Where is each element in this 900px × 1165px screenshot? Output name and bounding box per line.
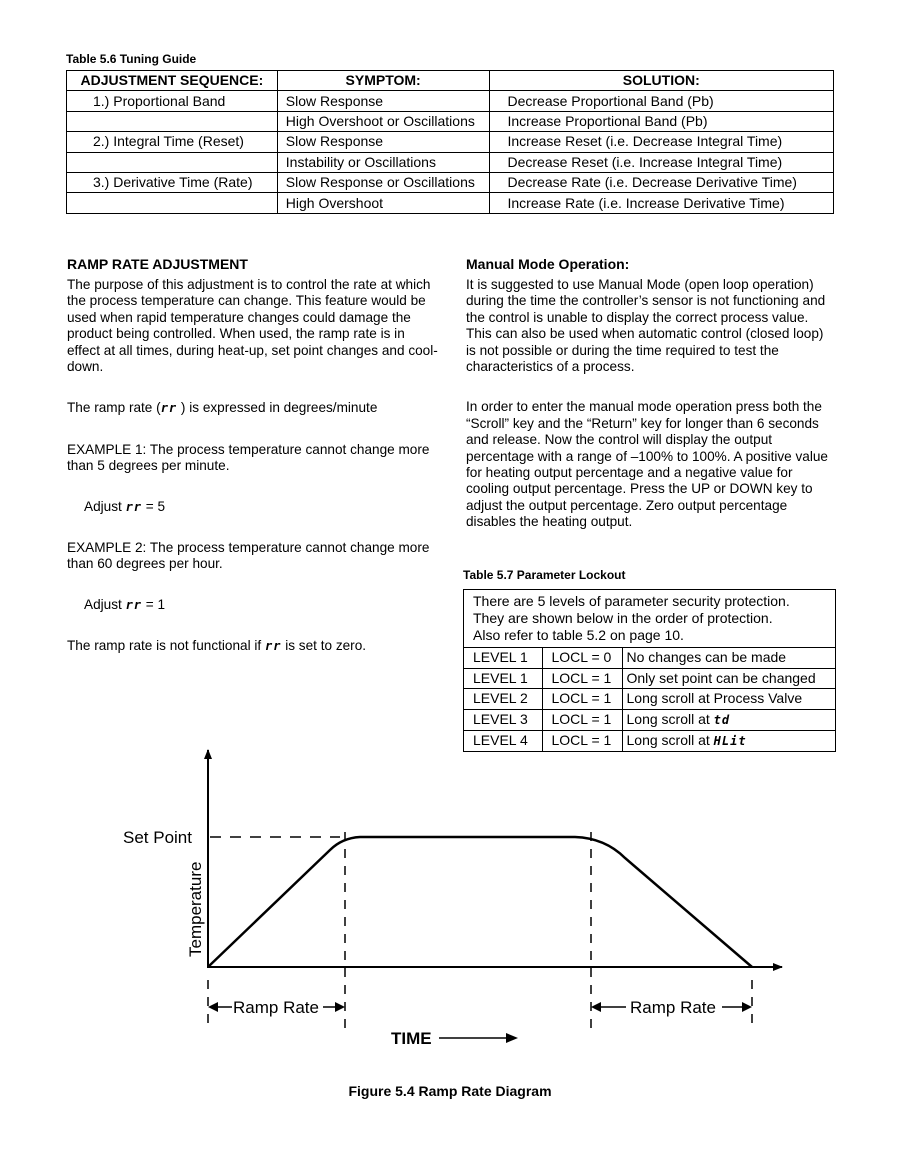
cell-solution: Decrease Proportional Band (Pb): [489, 91, 834, 111]
cell-sequence: 3.) Derivative Time (Rate): [67, 172, 278, 192]
table-row: [464, 709, 835, 730]
cell-locl: LOCL = 1: [542, 689, 622, 710]
cell-symptom: Slow Response or Oscillations: [277, 172, 489, 192]
cell-level: LEVEL 3: [464, 709, 542, 730]
tuning-table-caption: Table 5.6 Tuning Guide: [66, 52, 197, 66]
cell-symptom: High Overshoot: [277, 193, 489, 213]
table-row: [464, 648, 835, 668]
adjust-2: [67, 597, 439, 613]
ramp-rate-units-post: ) is expressed in degrees/minute: [180, 400, 378, 416]
temperature-profile-curve: [208, 837, 752, 967]
ramp-rate-label-left: Ramp Rate: [233, 998, 319, 1017]
cell-level: LEVEL 2: [464, 689, 542, 710]
time-axis-label: TIME: [391, 1029, 432, 1048]
cell-sequence: 2.) Integral Time (Reset): [67, 132, 278, 152]
lockout-table: [463, 589, 836, 752]
td-symbol: td: [713, 712, 731, 727]
cell-locl: LOCL = 1: [542, 730, 622, 751]
ramp-rate-diagram: [0, 740, 900, 1070]
table-row: [67, 193, 834, 213]
cell-symptom: Slow Response: [277, 132, 489, 152]
adjust-1-value: = 5: [145, 498, 166, 514]
zero-note-post: is set to zero.: [285, 638, 367, 654]
cell-sequence: [67, 152, 278, 172]
lockout-table-caption: Table 5.7 Parameter Lockout: [463, 568, 626, 582]
cell-symptom: Slow Response: [277, 91, 489, 111]
cell-locl: LOCL = 1: [542, 709, 622, 730]
ramp-rate-heading: RAMP RATE ADJUSTMENT: [67, 256, 248, 272]
cell-symptom: Instability or Oscillations: [277, 152, 489, 172]
set-point-label: Set Point: [123, 828, 192, 847]
adjust-2-prefix: Adjust: [84, 596, 122, 612]
cell-level: LEVEL 1: [464, 668, 542, 689]
ramp-rate-label-right: Ramp Rate: [630, 998, 716, 1017]
ramp-rate-zero-note: [67, 638, 439, 654]
table-row: [464, 689, 835, 710]
cell-description: No changes can be made: [622, 648, 835, 668]
table-row: [67, 172, 834, 192]
lockout-intro-line: Also refer to table 5.2 on page 10.: [473, 627, 684, 643]
cell-description-text: Long scroll at: [626, 731, 710, 748]
manual-mode-section: [466, 256, 836, 531]
cell-solution: Increase Proportional Band (Pb): [489, 111, 834, 131]
tuning-table: [66, 70, 834, 214]
adjust-1: [67, 499, 439, 515]
zero-note-pre: The ramp rate is not functional if: [67, 638, 262, 654]
tuning-header-row: [67, 71, 834, 91]
cell-solution: Increase Rate (i.e. Increase Derivative Time): [489, 193, 834, 213]
lockout-intro-line: They are shown below in the order of protection.: [473, 610, 773, 626]
temperature-axis-label: Temperature: [186, 861, 205, 957]
cell-sequence: [67, 111, 278, 131]
cell-sequence: [67, 193, 278, 213]
figure-caption: [0, 1083, 900, 1099]
table-row: [67, 91, 834, 111]
cell-description-text: Long scroll at: [626, 710, 710, 727]
header-solution: SOLUTION:: [489, 71, 834, 91]
arrow-right-icon: [742, 1002, 752, 1012]
table-row: [67, 152, 834, 172]
manual-mode-heading: Manual Mode Operation:: [466, 256, 630, 272]
ramp-rate-units-pre: The ramp rate (: [67, 400, 161, 416]
ramp-rate-units: [67, 400, 439, 416]
cell-sequence: 1.) Proportional Band: [67, 91, 278, 111]
cell-solution: Decrease Reset (i.e. Increase Integral Time): [489, 152, 834, 172]
cell-description: Long scroll at Process Valve: [622, 689, 835, 710]
arrow-right-icon: [335, 1002, 345, 1012]
rr-symbol: rr: [264, 639, 282, 654]
cell-description: Only set point can be changed: [622, 668, 835, 689]
cell-level: LEVEL 1: [464, 648, 542, 668]
cell-solution: Increase Reset (i.e. Decrease Integral Time): [489, 132, 834, 152]
manual-mode-description: It is suggested to use Manual Mode (open loop operation) during the time the controller’s sensor is not functioning and the control is unable to display the correct process value. This can also be used when automatic control (closed loop) is not possible or during the time required to test the characteristics of a process.: [466, 277, 826, 375]
cell-level: LEVEL 4: [464, 730, 542, 751]
cell-locl: LOCL = 0: [542, 648, 622, 668]
lockout-intro: [464, 590, 835, 648]
ramp-rate-description: The purpose of this adjustment is to control the rate at which the process temperature can change. This feature would be used when rapid temperature changes could damage the product being controlled. When used, the ramp rate is in effect at all times, during heat-up, set point changes and cool-down.: [67, 277, 438, 375]
cell-solution: Decrease Rate (i.e. Decrease Derivative Time): [489, 172, 834, 192]
hlit-symbol: HLit: [713, 733, 747, 748]
ramp-rate-section: [67, 256, 439, 655]
table-row: [67, 111, 834, 131]
adjust-2-value: = 1: [145, 596, 166, 612]
header-symptom: SYMPTOM:: [277, 71, 489, 91]
rr-symbol: rr: [125, 597, 143, 612]
example-2: EXAMPLE 2: The process temperature cannot change more than 60 degrees per hour.: [67, 540, 430, 572]
manual-mode-instructions: In order to enter the manual mode operation press both the “Scroll” key and the “Return” key for longer than 6 seconds and release. Now the control will display the output percentage with a range of –100% to 100%. A positive value for heating output percentage and a negative value for cooling output percentage. Press the UP or DOWN key to adjust the output percentage. Zero output percentage disables the heating output.: [466, 399, 828, 530]
example-1: EXAMPLE 1: The process temperature cannot change more than 5 degrees per minute.: [67, 441, 430, 474]
adjust-1-prefix: Adjust: [84, 498, 122, 514]
cell-symptom: High Overshoot or Oscillations: [277, 111, 489, 131]
header-adjustment-sequence: ADJUSTMENT SEQUENCE:: [67, 71, 278, 91]
cell-locl: LOCL = 1: [542, 668, 622, 689]
cell-description: [622, 709, 835, 730]
rr-symbol: rr: [125, 499, 143, 514]
rr-symbol: rr: [160, 401, 178, 416]
time-arrow-icon: [506, 1033, 518, 1043]
table-row: [67, 132, 834, 152]
table-row: [464, 668, 835, 689]
lockout-intro-line: There are 5 levels of parameter security protection.: [473, 593, 790, 609]
figure-caption-text: Figure 5.4 Ramp Rate Diagram: [348, 1083, 552, 1099]
